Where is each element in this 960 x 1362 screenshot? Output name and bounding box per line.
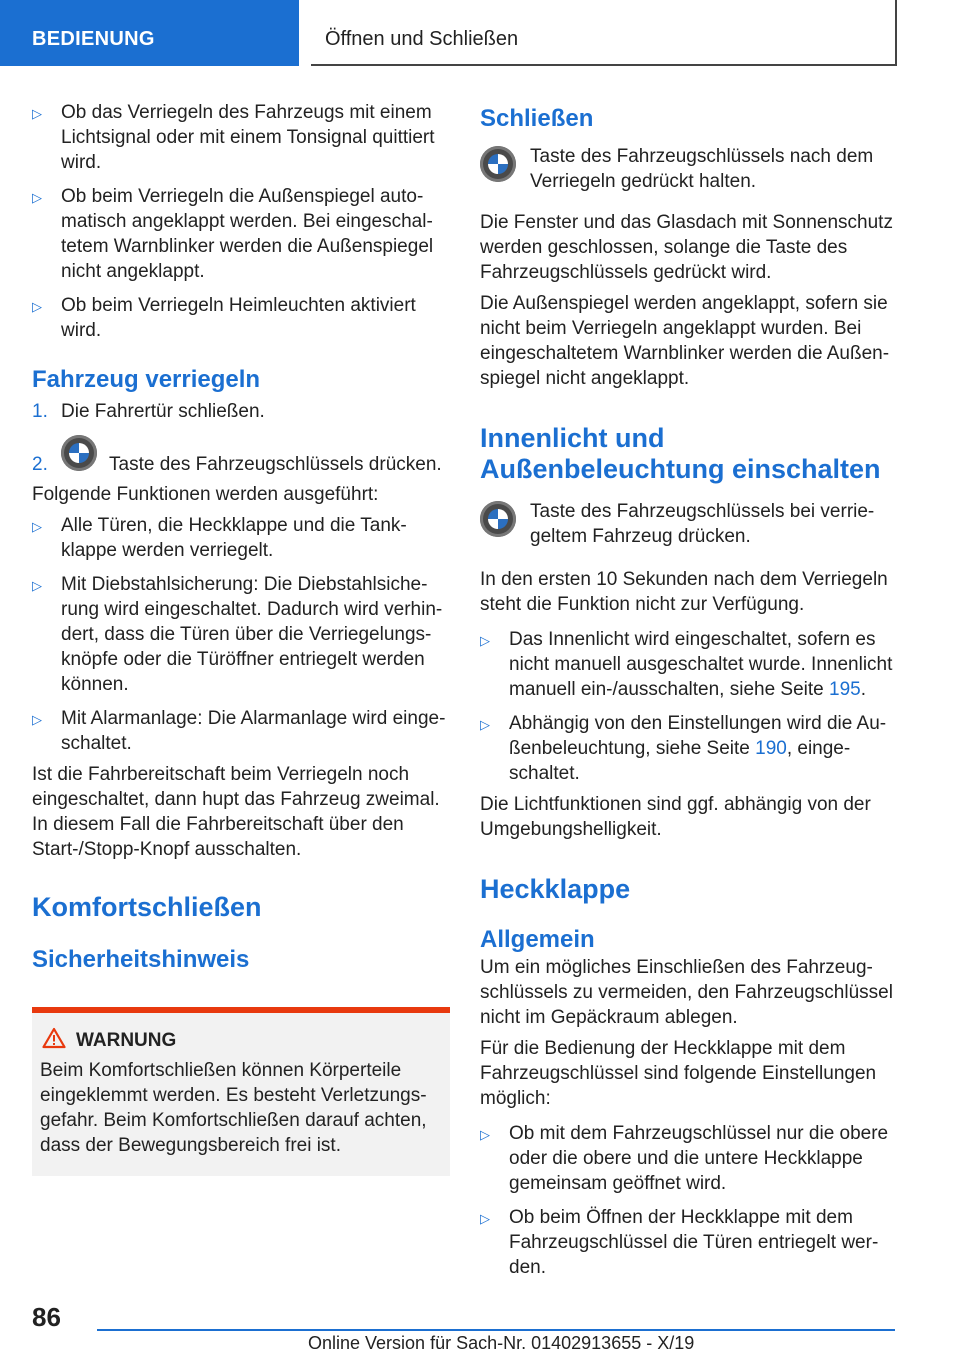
list-item: ▷ Ob das Verriegeln des Fahrzeugs mit einem Lichtsignal oder mit einem Tonsignal quittiert wird. [32,102,435,173]
step-item: 2. Taste des Fahrzeugschlüssels drücken. [32,434,450,476]
list-item: ▷ Mit Alarmanlage: Die Alarmanlage wird einge-schaltet. [32,708,446,754]
chapter-title: Öffnen und Schließen [325,28,519,50]
general-paragraph: Für die Bedienung der Heckklappe mit dem Fahrzeugschlüssel sind folgende Einstellungen möglich: [480,1038,877,1109]
general-heading: Allgemein [480,926,595,953]
warning-title: WARNUNG [76,1030,177,1051]
triangle-bullet-icon: ▷ [32,578,42,593]
page-link[interactable]: 195 [829,679,861,700]
bmw-key-button-icon [480,146,516,182]
step-item: 1. Die Fahrertür schließen. [32,401,265,422]
triangle-bullet-icon: ▷ [480,717,490,732]
key-instruction: Taste des Fahrzeugschlüssels bei verrie-geltem Fahrzeug drücken. [480,499,898,549]
key-instruction: Taste des Fahrzeugschlüssels nach dem Verriegeln gedrückt halten. [480,144,898,194]
close-paragraph: Die Außenspiegel werden angeklappt, sofern sie nicht beim Verriegeln angeklappt wurden. Bei eingeschaltetem Warnblinker werden die Außen-spiegel nicht angeklappt. [480,293,890,389]
triangle-bullet-icon: ▷ [32,712,42,727]
close-paragraph: Die Fenster und das Glasdach mit Sonnenschutz werden geschlossen, solange die Taste des Fahrzeugschlüssels gedrückt wird. [480,212,893,283]
tailgate-heading: Heckklappe [480,874,631,904]
list-item: ▷ Ob mit dem Fahrzeugschlüssel nur die obere oder die obere und die untere Heckklappe gemeinsam geöffnet wird. [480,1123,889,1194]
triangle-bullet-icon: ▷ [480,1127,490,1142]
list-item: ▷ Abhängig von den Einstellungen wird die Au-ßenbeleuchtung, siehe Seite 190, einge-schaltet. [480,713,887,784]
comfort-heading: Komfortschließen [32,892,262,922]
page-number: 86 [32,1302,61,1332]
triangle-bullet-icon: ▷ [32,190,42,205]
safety-heading: Sicherheitshinweis [32,946,250,973]
light-paragraph: In den ersten 10 Sekunden nach dem Verriegeln steht die Funktion nicht zur Verfügung. [480,569,888,615]
ready-note: Ist die Fahrbereitschaft beim Verriegeln noch eingeschaltet, dann hupt das Fahrzeug zweimal. In diesem Fall die Fahrbereitschaft über den Start-/Stopp-Knopf ausschalten. [32,764,440,860]
list-item: ▷ Ob beim Verriegeln Heimleuchten aktiviert wird. [32,295,416,341]
list-item: ▷ Ob beim Verriegeln die Außenspiegel auto-matisch angeklappt werden. Bei eingeschal-tetem Warnblinker werden die Außenspiegel nicht angeklappt. [32,186,434,282]
bmw-key-button-icon [61,435,97,471]
section-tab [0,0,299,66]
triangle-bullet-icon: ▷ [32,299,42,314]
general-paragraph: Um ein mögliches Einschließen des Fahrzeug-schlüssels zu vermeiden, den Fahrzeugschlüssel nicht im Gepäckraum ablegen. [480,957,893,1028]
light-paragraph: Die Lichtfunktionen sind ggf. abhängig von der Umgebungshelligkeit. [480,794,871,840]
left-column [32,100,450,1176]
right-column [480,100,898,1289]
functions-intro: Folgende Funktionen werden ausgeführt: [32,484,379,505]
triangle-bullet-icon: ▷ [32,519,42,534]
section-title: BEDIENUNG [32,28,155,50]
warning-box [32,1007,450,1176]
light-heading: Innenlicht und Außenbeleuchtung einschalten [480,423,881,484]
triangle-bullet-icon: ▷ [480,1211,490,1226]
list-item: ▷ Alle Türen, die Heckklappe und die Tank-klappe werden verriegelt. [32,515,407,561]
list-item: ▷ Ob beim Öffnen der Heckklappe mit dem Fahrzeugschlüssel die Türen entriegelt wer-den. [480,1207,879,1278]
footer-version: Online Version für Sach-Nr. 01402913655 - X/19 [308,1333,695,1353]
close-heading: Schließen [480,105,594,132]
page-link[interactable]: 190 [755,738,787,759]
bmw-key-button-icon [480,501,516,537]
triangle-bullet-icon: ▷ [480,633,490,648]
list-item: ▷ Mit Diebstahlsicherung: Die Diebstahlsiche-rung wird eingeschaltet. Dadurch wird verhin-dert, dass die Türen über die Verriegelungs-knöpfe oder die Türöffner entriegelt werden können. [32,574,443,695]
list-item: ▷ Das Innenlicht wird eingeschaltet, sofern es nicht manuell ausgeschaltet wurde. Innenlicht manuell ein-/ausschalten, siehe Seite 195. [480,629,893,700]
footer-divider [97,1329,895,1331]
warning-triangle-icon [42,1027,66,1049]
triangle-bullet-icon: ▷ [32,106,42,121]
chapter-header [311,0,897,66]
warning-text: Beim Komfortschließen können Körperteile eingeklemmt werden. Es besteht Verletzungs-gefahr. Beim Komfortschließen darauf achten, dass der Bewegungsbereich frei ist. [40,1060,427,1156]
lock-heading: Fahrzeug verriegeln [32,366,261,393]
